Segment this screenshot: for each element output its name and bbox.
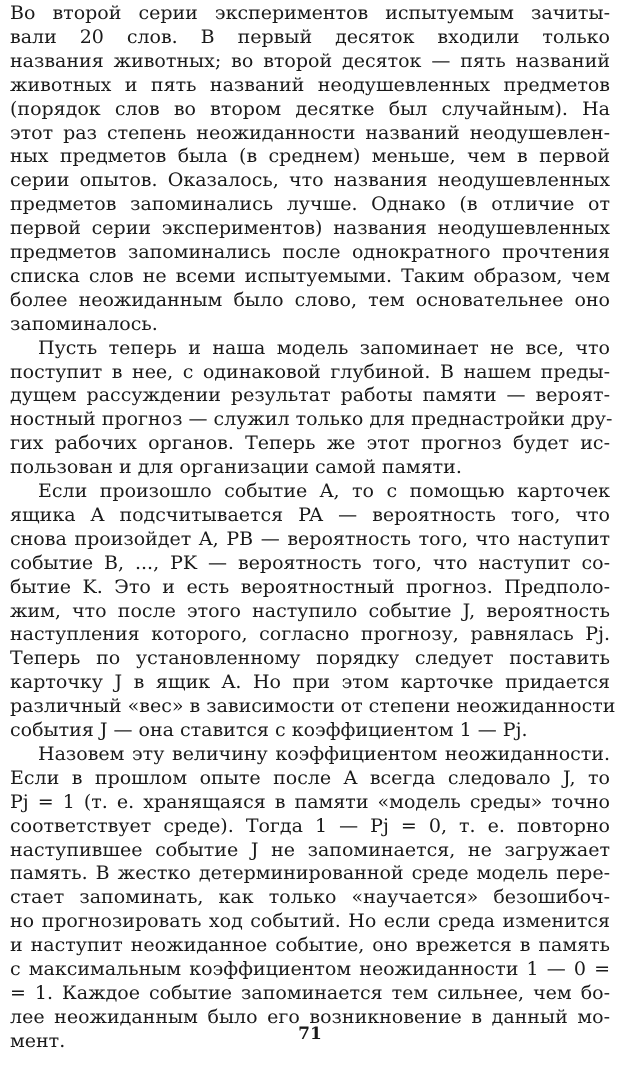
text-line: событие B, ..., PK — вероятность того, что наступит со-	[10, 551, 610, 574]
text-line: соответствует среде). Тогда 1 — Pj = 0, т. е. повторно	[10, 814, 610, 837]
text-line: снова произойдет A, PB — вероятность того, что наступит	[10, 527, 610, 550]
text-line: различный «вес» в зависимости от степени неожиданности	[10, 695, 616, 718]
text-line: животных и пять названий неодушевленных предметов	[10, 73, 610, 96]
text-line: поступит в нее, с одинаковой глубиной. В нашем преды-	[10, 360, 610, 383]
text-line: наступившее событие J не запоминается, не загружает	[10, 838, 610, 861]
text-line: более неожиданным было слово, тем основательнее оно	[10, 288, 610, 311]
page-number: 71	[298, 1024, 322, 1044]
text-line: этот раз степень неожиданности названий неодушевлен-	[10, 121, 610, 144]
text-line: Во второй серии экспериментов испытуемым зачиты-	[10, 2, 610, 24]
text-line: предметов запоминались лучше. Однако (в отличие от	[10, 193, 610, 216]
text-line: запоминалось.	[10, 312, 158, 335]
text-line: Пусть теперь и наша модель запоминает не все, что	[38, 336, 610, 359]
text-line: жим, что после этого наступило событие J, вероятность	[10, 599, 610, 622]
text-line: и наступит неожиданное событие, оно врежется в память	[10, 934, 610, 957]
text-line: (порядок слов во втором десятке был случайным). На	[10, 97, 610, 120]
text-line: первой серии экспериментов) названия неодушевленных	[10, 217, 610, 240]
text-line: ностный прогноз — служил только для преднастройки дру-	[10, 408, 613, 431]
text-line: ящика A подсчитывается PA — вероятность того, что	[10, 503, 610, 526]
text-line: Назовем эту величину коэффициентом неожиданности.	[38, 742, 610, 765]
text-line: с максимальным коэффициентом неожиданности 1 — 0 =	[10, 958, 610, 980]
text-line: предметов запоминались после однократного прочтения	[10, 241, 610, 263]
text-line: мент.	[10, 1029, 66, 1052]
text-line: пользован и для организации самой памяти.	[10, 456, 462, 479]
text-line: память. В жестко детерминированной среде модель пере-	[10, 862, 610, 885]
text-line: дущем рассуждении результат работы памяти — вероят-	[10, 384, 610, 407]
text-line: стает запоминать, как только «научается» безошибоч-	[10, 886, 610, 909]
text-line: карточку J в ящик A. Но при этом карточке придается	[10, 671, 610, 694]
text-line: наступления которого, согласно прогнозу, равнялась Pj.	[10, 623, 610, 646]
text-line: лее неожиданным было его возникновение в данный мо-	[10, 1005, 610, 1028]
text-line: серии опытов. Оказалось, что названия неодушевленных	[10, 169, 610, 192]
text-line: Теперь по установленному порядку следует поставить	[10, 647, 610, 670]
text-line: Если в прошлом опыте после A всегда следовало J, то	[10, 766, 610, 789]
text-line: но прогнозировать ход событий. Но если среда изменится	[10, 910, 610, 933]
text-line: Pj = 1 (т. е. хранящаяся в памяти «модель среды» точно	[10, 790, 610, 813]
text-line: вали 20 слов. В первый десяток входили только	[10, 25, 610, 48]
text-line: списка слов не всеми испытуемыми. Таким образом, чем	[10, 264, 610, 287]
text-line: названия животных; во второй десяток — пять названий	[10, 49, 610, 72]
text-line: события J — она ставится с коэффициентом 1 — Pj.	[10, 719, 528, 741]
text-line: гих рабочих органов. Теперь же этот прогноз будет ис-	[10, 432, 610, 455]
text-line: ных предметов была (в среднем) меньше, чем в первой	[10, 145, 610, 168]
text-line: Если произошло событие A, то с помощью карточек	[38, 480, 610, 502]
text-line: = 1. Каждое событие запоминается тем сильнее, чем бо-	[10, 981, 610, 1004]
text-line: бытие K. Это и есть вероятностный прогноз. Предполо-	[10, 575, 610, 598]
